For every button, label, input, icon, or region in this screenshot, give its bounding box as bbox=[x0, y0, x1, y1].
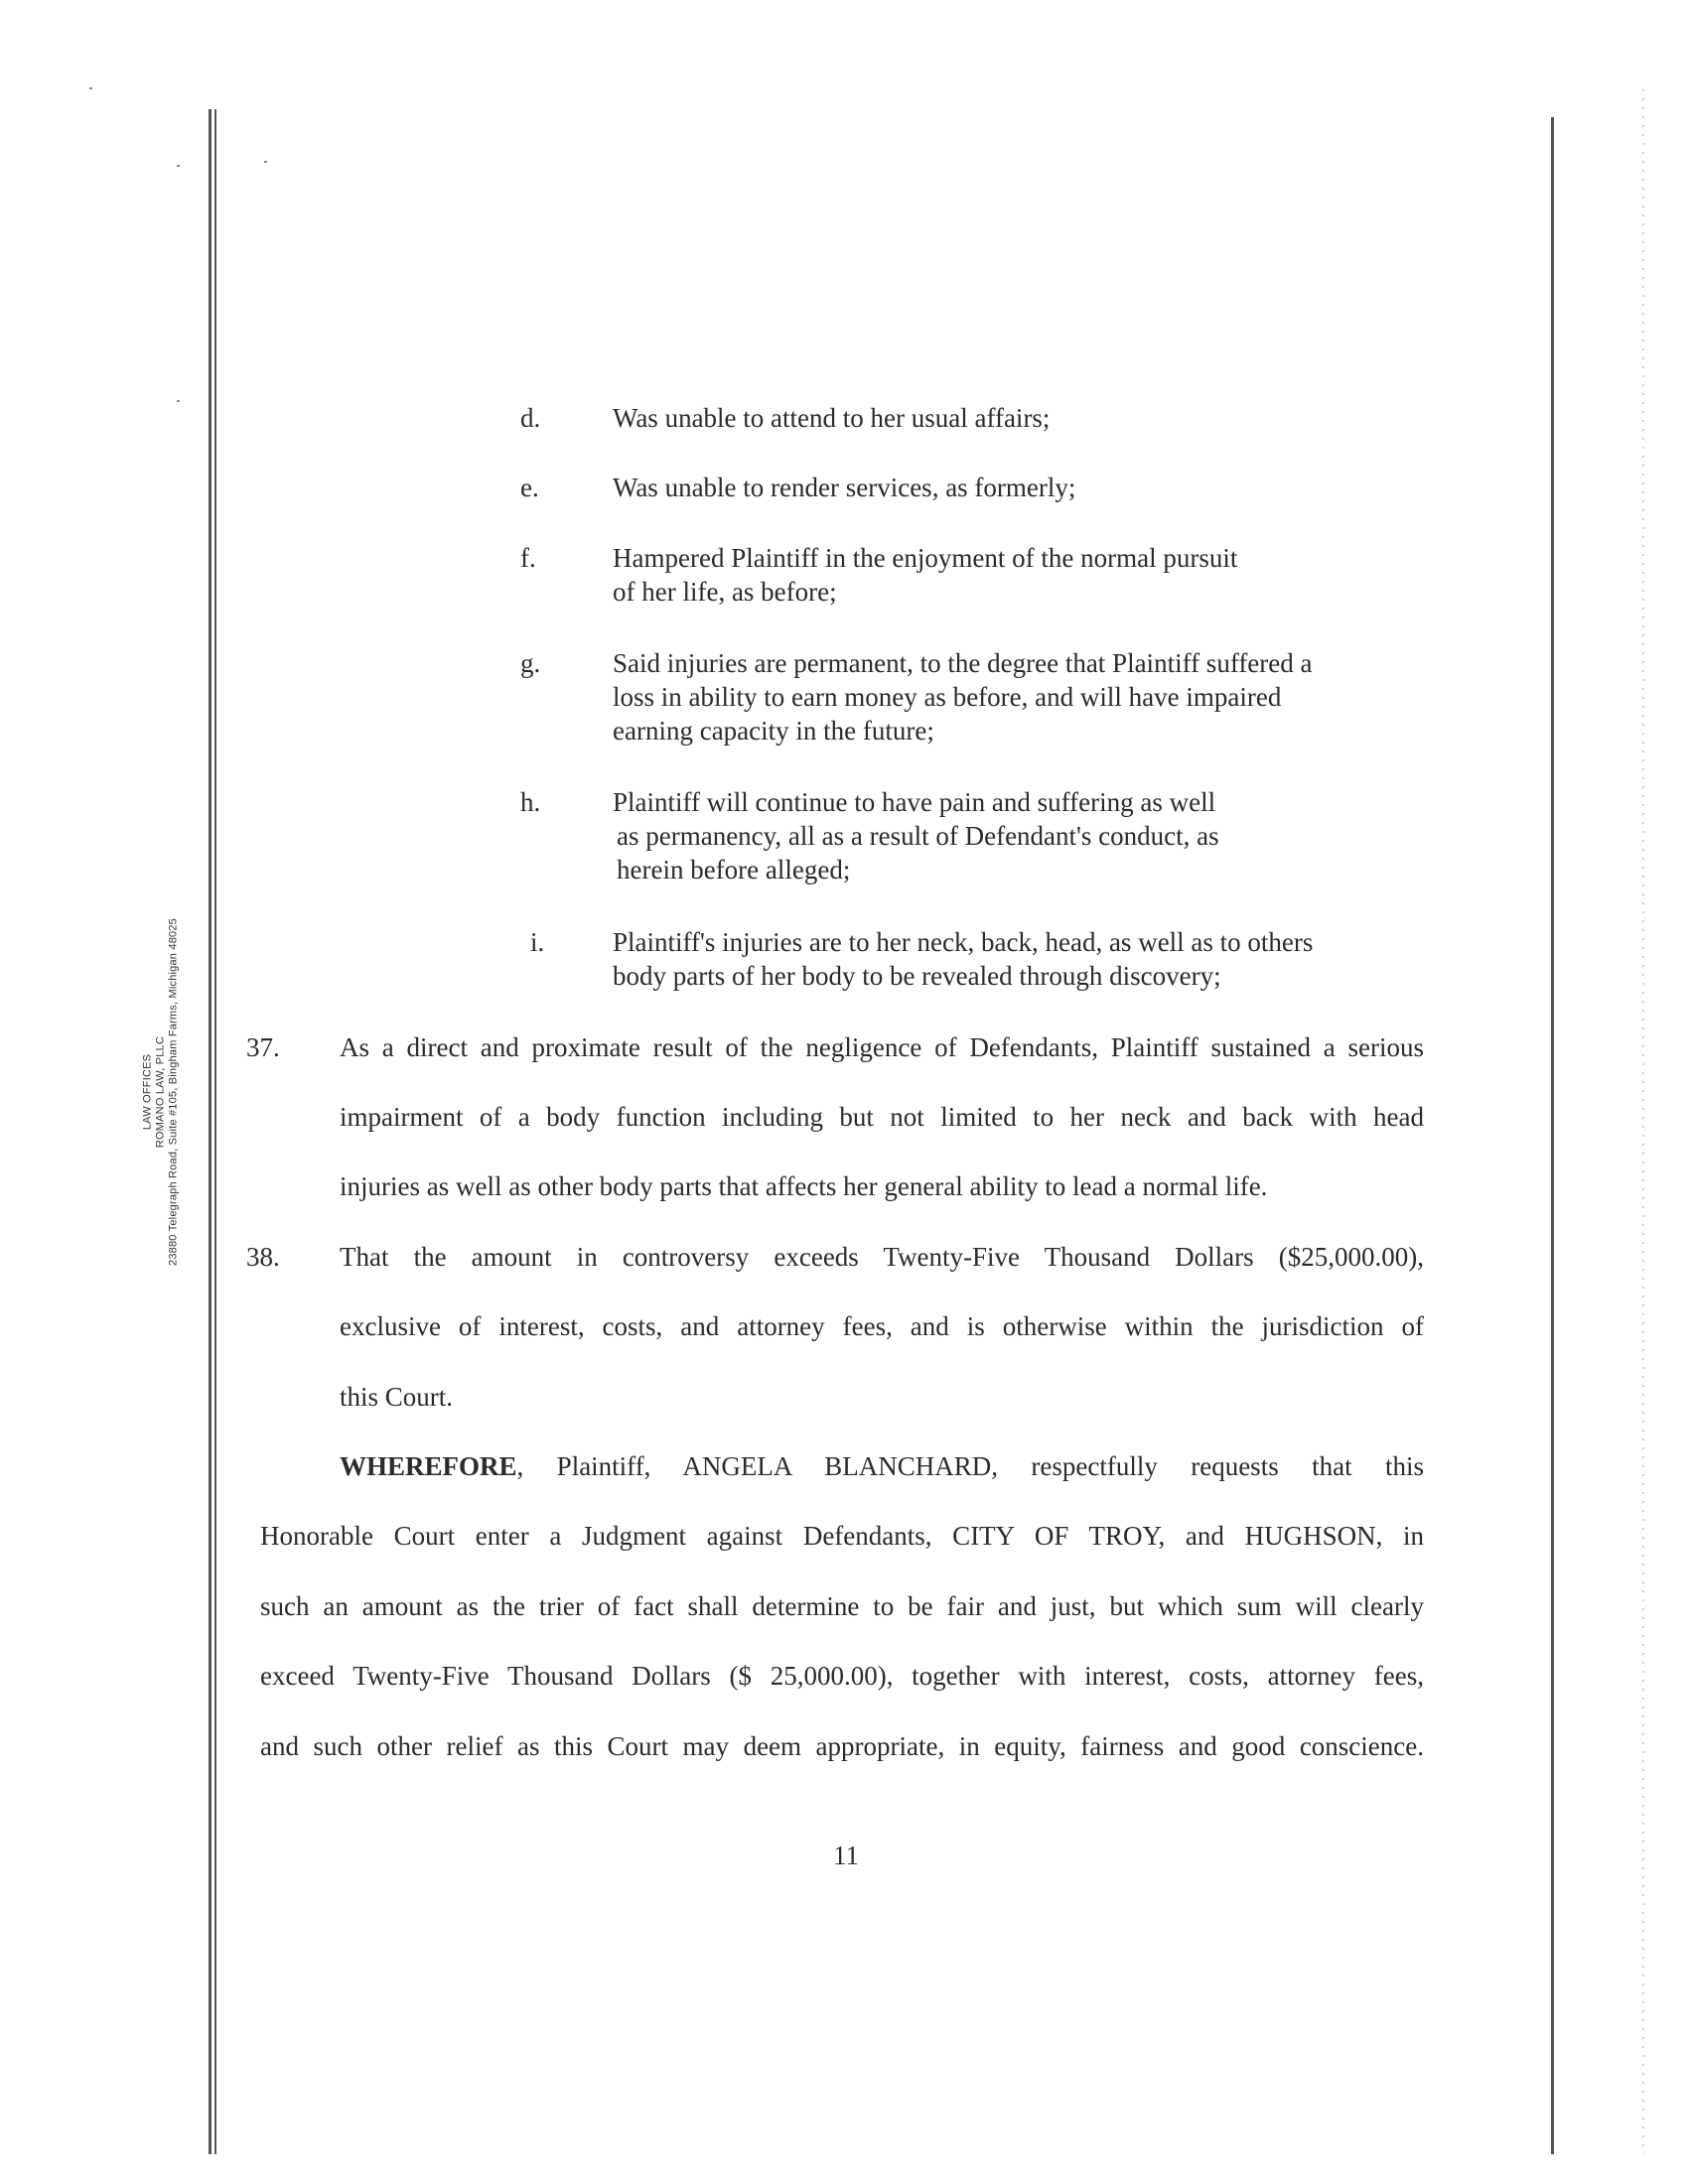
wherefore-line bbox=[340, 1449, 1424, 1483]
sub-item-letter: d. bbox=[520, 403, 541, 433]
page-number: 11 bbox=[833, 1841, 859, 1870]
sub-item-letter: i. bbox=[530, 927, 545, 957]
firm-stamp-line: LAW OFFICES bbox=[141, 1053, 154, 1131]
paragraph-line: That the amount in controversy exceeds Twenty-Five Thousand Dollars ($25,000.00), bbox=[340, 1242, 1424, 1272]
paragraph-line: this Court. bbox=[340, 1382, 454, 1412]
sub-item-letter: f. bbox=[520, 543, 536, 573]
paragraph-line: exclusive of interest, costs, and attorney fees, and is otherwise within the jurisdiction of bbox=[340, 1311, 1424, 1341]
scan-speck bbox=[89, 87, 92, 89]
paragraph-line: impairment of a body function including but not limited to her neck and back with head bbox=[340, 1102, 1424, 1132]
scan-speck bbox=[264, 161, 267, 163]
wherefore-line: exceed Twenty-Five Thousand Dollars ($ 25,000.00), together with interest, costs, attorney fees, bbox=[260, 1661, 1424, 1691]
paragraph-number: 38. bbox=[246, 1242, 280, 1272]
wherefore-line: such an amount as the trier of fact shall determine to be fair and just, but which sum will clearly bbox=[260, 1591, 1424, 1621]
sub-item-text: Plaintiff will continue to have pain and suffering as well bbox=[613, 787, 1216, 817]
paragraph-number: 37. bbox=[246, 1032, 280, 1062]
sub-item-text: herein before alleged; bbox=[617, 855, 851, 885]
sub-item-text: Hampered Plaintiff in the enjoyment of the normal pursuit bbox=[613, 543, 1238, 573]
firm-stamp-line: 23880 Telegraph Road, Suite #105, Bingham Farms, Michigan 48025 bbox=[167, 918, 180, 1266]
wherefore-line: Honorable Court enter a Judgment against Defendants, CITY OF TROY, and HUGHSON, in bbox=[260, 1521, 1424, 1551]
sub-item-text: Said injuries are permanent, to the degree that Plaintiff suffered a bbox=[613, 648, 1313, 678]
sub-item-text: Was unable to render services, as formerly; bbox=[613, 473, 1076, 502]
paragraph-line: As a direct and proximate result of the negligence of Defendants, Plaintiff sustained a serious bbox=[340, 1032, 1424, 1062]
sub-item-text: Was unable to attend to her usual affairs; bbox=[613, 403, 1051, 433]
sub-item-text: loss in ability to earn money as before, and will have impaired bbox=[613, 682, 1282, 712]
scan-speck bbox=[177, 165, 180, 167]
sub-item-letter: h. bbox=[520, 787, 541, 817]
sub-item-letter: e. bbox=[520, 473, 539, 502]
sub-item-text: Plaintiff's injuries are to her neck, back, head, as well as to others bbox=[613, 927, 1314, 957]
sub-item-text: of her life, as before; bbox=[613, 577, 837, 607]
sub-item-text: body parts of her body to be revealed through discovery; bbox=[613, 961, 1221, 991]
wherefore-lead: WHEREFORE bbox=[340, 1451, 517, 1481]
sub-item-text: as permanency, all as a result of Defendant's conduct, as bbox=[617, 821, 1219, 851]
paragraph-line: injuries as well as other body parts that affects her general ability to lead a normal life. bbox=[340, 1171, 1268, 1201]
firm-stamp-line: ROMANO LAW, PLLC bbox=[154, 1035, 167, 1149]
scan-speck bbox=[177, 400, 180, 402]
sub-item-text: earning capacity in the future; bbox=[613, 716, 934, 746]
sub-item-letter: g. bbox=[520, 648, 541, 678]
wherefore-line: and such other relief as this Court may deem appropriate, in equity, fairness and good conscience. bbox=[260, 1731, 1424, 1761]
wherefore-text: , Plaintiff, ANGELA BLANCHARD, respectfully requests that this bbox=[516, 1451, 1424, 1481]
